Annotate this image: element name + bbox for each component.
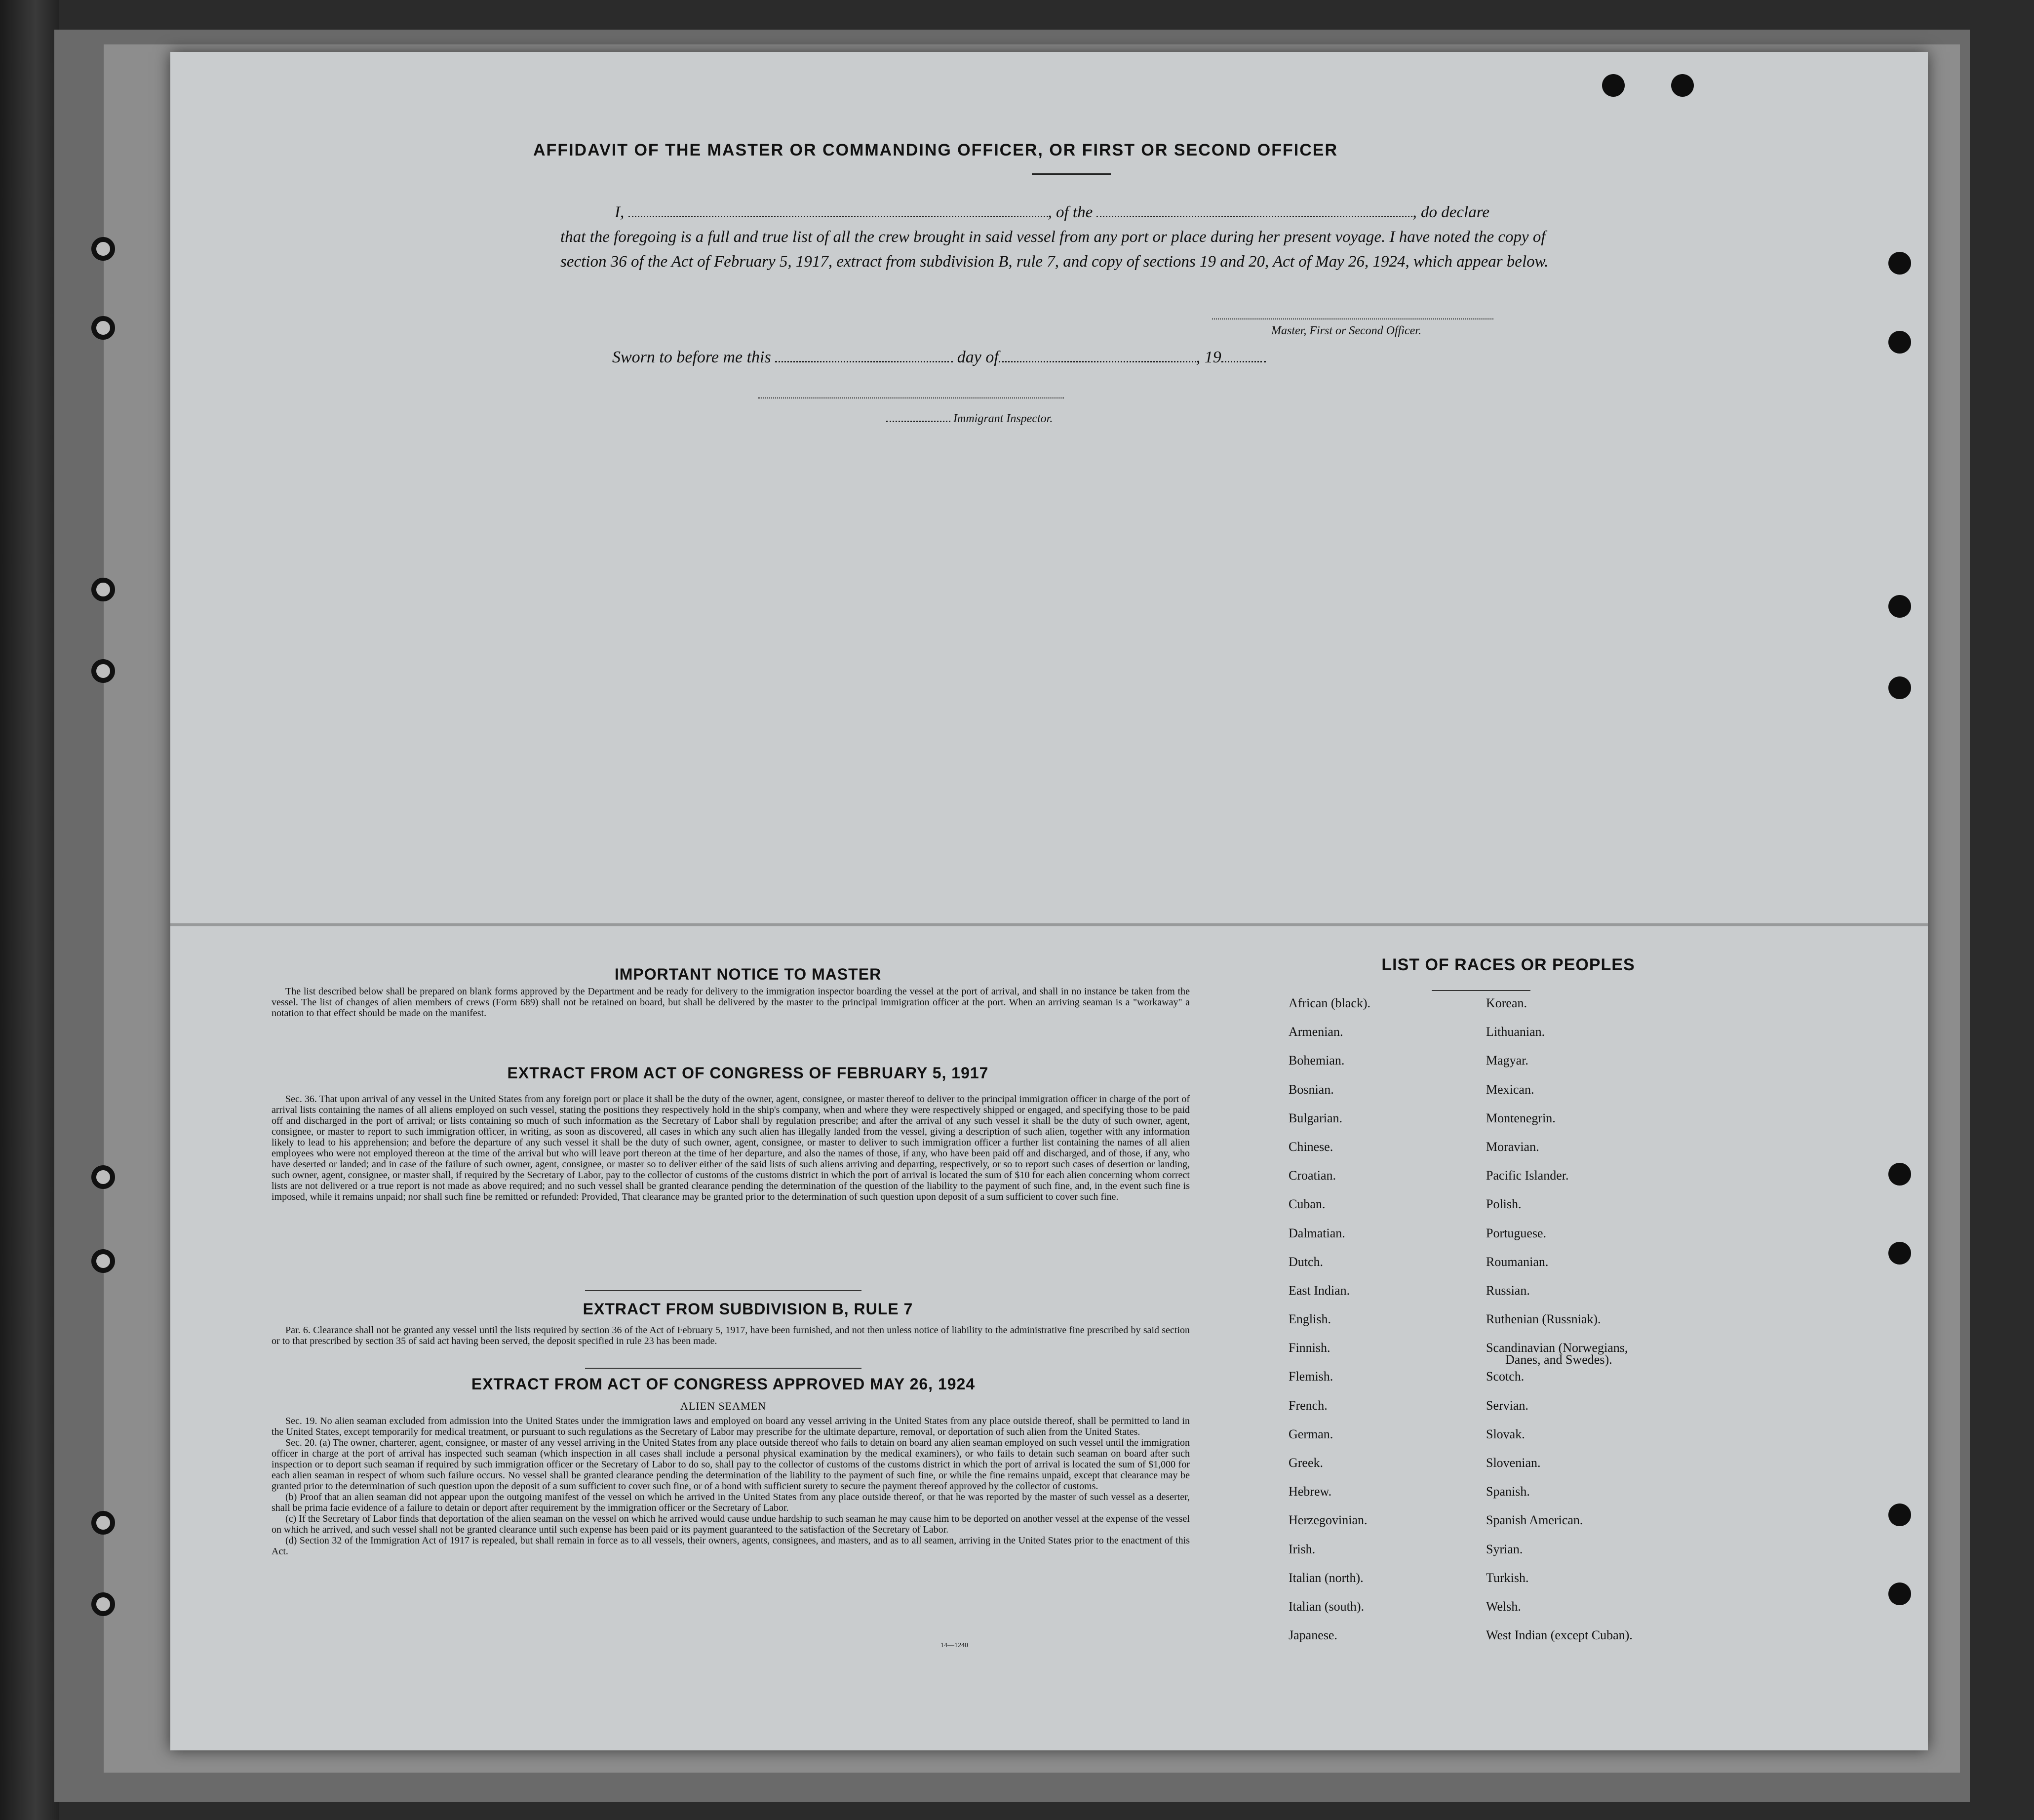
- punch-hole: [1888, 1242, 1911, 1265]
- sworn-year: , 19: [1196, 348, 1221, 366]
- sec20b-paragraph: (b) Proof that an alien seaman did not appear upon the outgoing manifest of the vessel on which he arrived in the United States from any place outside thereof, or that he was reported by the master of such vessel as a deserter, shall be prima facie evidence of a failure to detain or deport after requirement by the immigration officer or the Secretary of Labor.: [272, 1492, 1190, 1513]
- manifest-page: [170, 52, 1928, 1750]
- sworn-month-blank[interactable]: [999, 361, 1196, 362]
- races-title-rule: [1432, 990, 1530, 991]
- race-item: English.: [1289, 1312, 1331, 1327]
- binder-hole: [91, 578, 115, 601]
- race-item: Ruthenian (Russniak).: [1486, 1312, 1601, 1327]
- affidavit-of-the: , of the: [1048, 203, 1093, 221]
- binder-hole: [91, 1165, 115, 1189]
- binder-hole: [91, 659, 115, 683]
- race-item: East Indian.: [1289, 1283, 1350, 1298]
- binder-hole: [91, 1511, 115, 1535]
- punch-hole: [1602, 74, 1625, 97]
- race-item: Korean.: [1486, 996, 1527, 1010]
- race-item: Welsh.: [1486, 1599, 1521, 1614]
- affidavit-title: AFFIDAVIT OF THE MASTER OR COMMANDING OFFICER, OR FIRST OR SECOND OFFICER: [533, 141, 1338, 159]
- race-item: Magyar.: [1486, 1053, 1528, 1068]
- name-blank[interactable]: [628, 216, 1048, 217]
- race-item: West Indian (except Cuban).: [1486, 1628, 1633, 1643]
- race-item: Bulgarian.: [1289, 1110, 1343, 1125]
- race-item: Spanish American.: [1486, 1513, 1583, 1528]
- race-item: Cuban.: [1289, 1197, 1326, 1212]
- inspector-signature-line: [758, 397, 1064, 398]
- vessel-blank[interactable]: [1096, 216, 1412, 217]
- extract-1924-text: [272, 1416, 1190, 1557]
- race-item: Slovenian.: [1486, 1456, 1541, 1470]
- sec20c-paragraph: (c) If the Secretary of Labor finds that deportation of the alien seaman on the vessel on which he arrived would cause undue hardship to such seaman he may cause him to be deported on another vessel at the expense of the vessel on which he arrived, and such vessel shall not be granted clearance until such expense has been paid or its payment guaranteed to the satisfaction of the Secretary of Labor.: [272, 1513, 1190, 1535]
- binder-hole: [91, 1249, 115, 1273]
- extract-rule7-title: EXTRACT FROM SUBDIVISION B, RULE 7: [583, 1300, 913, 1318]
- notice-master-text: [272, 986, 1190, 1019]
- race-item: Armenian.: [1289, 1025, 1343, 1039]
- race-item: Dalmatian.: [1289, 1226, 1345, 1240]
- punch-hole: [1888, 252, 1911, 275]
- master-signature-line: [1212, 318, 1493, 319]
- title-rule: [1032, 173, 1111, 175]
- punch-hole: [1888, 595, 1911, 618]
- race-item: Roumanian.: [1486, 1254, 1549, 1269]
- race-item: Syrian.: [1486, 1542, 1523, 1556]
- punch-hole: [1888, 1503, 1911, 1526]
- race-item: Spanish.: [1486, 1484, 1530, 1499]
- race-item: Servian.: [1486, 1398, 1528, 1413]
- notice-master-title: IMPORTANT NOTICE TO MASTER: [614, 965, 882, 983]
- form-number: 14—1240: [940, 1642, 968, 1649]
- inspector-line: [886, 412, 1053, 426]
- sworn-year-blank[interactable]: [1221, 361, 1266, 362]
- punch-hole: [1888, 331, 1911, 354]
- race-item: Italian (south).: [1289, 1599, 1365, 1614]
- race-item: Irish.: [1289, 1542, 1316, 1556]
- section-rule: [585, 1368, 861, 1369]
- sworn-day-blank[interactable]: [775, 361, 953, 362]
- race-item: Flemish.: [1289, 1369, 1333, 1384]
- sworn-day-of: day of: [957, 348, 999, 366]
- race-item: Slovak.: [1486, 1426, 1525, 1441]
- extract-1917-paragraph: Sec. 36. That upon arrival of any vessel in the United States from any foreign port or place it shall be the duty of the owner, agent, consignee, or master thereof to deliver to the principal immigration officer in charge of the port of arrival lists containing the names of all aliens employed on such vessel, stating the positions they respectively hold in the ship's company, when and where they were respectively shipped or engaged, and specifying those to be paid off and discharged in the port of arrival; or lists containing so much of such information as the Secretary of Labor shall by regulation prescribe; and after the arrival of any such vessel it shall be the duty of such owner, agent, consignee, or master to report to such immigration officer, in writing, as soon as discovered, all cases in which any such alien has illegally landed from the vessel, giving a description of such alien, together with any information likely to lead to his apprehension; and before the departure of any such vessel it shall be the duty of such owner, agent, consignee, or master to deliver to such immigration officer a further list containing the names of all alien employees who were not employed thereon at the time of the arrival but who will leave port thereon at the time of her departure, and also the names of those, if any, who have been paid off and discharged, and of those, if any, who have deserted or landed; and in case of the failure of such owner, agent, consignee, or master so to deliver either of the said lists of such aliens arriving and departing, respectively, or so to report such cases of desertion or landing, such owner, agent, consignee, or master shall, if required by the Secretary of Labor, pay to the collector of customs of the customs district in which the port of arrival is located the sum of $10 for each alien concerning whom correct lists are not delivered or a true report is not made as above required; and no such vessel shall be granted clearance pending the determination of the question of the liability to the payment of such fine, and, in the event such fine is imposed, while it remains unpaid; nor shall such fine be remitted or refunded: Provided, That clearance may be granted prior to the determination of such question upon deposit of a sum sufficient to cover such fine.: [272, 1094, 1190, 1202]
- affidavit-text: that the foregoing is a full and true list of all the crew brought in said vessel from any port or place during her present voyage. I have noted the copy of section 36 of the Act of February 5, 1917, extract from subdivision B, rule 7, and copy of sections 19 and 20, Act of May 26, 1924, which appear below.: [560, 228, 1549, 271]
- master-label: Master, First or Second Officer.: [1271, 324, 1421, 337]
- inspector-blank[interactable]: [886, 421, 950, 422]
- race-item: Chinese.: [1289, 1139, 1333, 1154]
- race-item: Hebrew.: [1289, 1484, 1332, 1499]
- race-item: Bosnian.: [1289, 1082, 1334, 1097]
- races-left-column: [1289, 997, 1370, 1658]
- race-item: Scotch.: [1486, 1369, 1525, 1384]
- race-item: Polish.: [1486, 1197, 1522, 1212]
- extract-rule7-paragraph: Par. 6. Clearance shall not be granted any vessel until the lists required by section 36 of the Act of February 5, 1917, have been furnished, and not then unless notice of liability to the administrative fine prescribed by said section or to that prescribed by section 35 of said act having been served, the deposit specified in rule 23 has been made.: [272, 1325, 1190, 1346]
- sec19-paragraph: Sec. 19. No alien seaman excluded from admission into the United States under the immigration laws and employed on board any vessel arriving in the United States from any place outside thereof, shall be permitted to land in the United States, except temporarily for medical treatment, or pursuant to such regulations as the Secretary of Labor may prescribe for the ultimate departure, removal, or deportation of such alien from the United States.: [272, 1416, 1190, 1437]
- race-item: Scandinavian (Norwegians, Danes, and Swedes).: [1486, 1341, 1628, 1367]
- punch-hole: [1888, 1583, 1911, 1605]
- affidavit-declare: , do declare: [1412, 203, 1489, 221]
- binder-hole: [91, 316, 115, 340]
- race-item: Japanese.: [1289, 1628, 1337, 1643]
- extract-1917-title: EXTRACT FROM ACT OF CONGRESS OF FEBRUARY 5, 1917: [507, 1064, 989, 1082]
- race-item: Mexican.: [1486, 1082, 1534, 1097]
- race-item: Pacific Islander.: [1486, 1168, 1569, 1183]
- races-right-column: [1486, 997, 1633, 1658]
- sec20d-paragraph: (d) Section 32 of the Immigration Act of 1917 is repealed, but shall remain in force as to all vessels, their owners, agents, consignees, and masters, and as to all seamen, arriving in the United States prior to the enactment of this Act.: [272, 1535, 1190, 1557]
- race-item: Finnish.: [1289, 1341, 1330, 1355]
- punch-hole: [1671, 74, 1694, 97]
- race-item: Montenegrin.: [1486, 1110, 1556, 1125]
- race-item: African (black).: [1289, 996, 1371, 1010]
- race-item: Dutch.: [1289, 1254, 1324, 1269]
- affidavit-i: I,: [615, 203, 625, 221]
- race-item: Moravian.: [1486, 1139, 1539, 1154]
- race-item: Croatian.: [1289, 1168, 1336, 1183]
- page-fold: [170, 923, 1928, 926]
- sworn-line: [612, 348, 1266, 367]
- races-title: LIST OF RACES OR PEOPLES: [1381, 955, 1635, 974]
- sworn-prefix: Sworn to before me this: [612, 348, 771, 366]
- affidavit-line-1: [560, 200, 1577, 225]
- race-item: Russian.: [1486, 1283, 1530, 1298]
- race-item: French.: [1289, 1398, 1328, 1413]
- punch-hole: [1888, 1163, 1911, 1186]
- binder-hole: [91, 1592, 115, 1616]
- affidavit-body: [560, 200, 1577, 274]
- race-item: Turkish.: [1486, 1570, 1529, 1585]
- race-item: Bohemian.: [1289, 1053, 1345, 1068]
- race-item: Portuguese.: [1486, 1226, 1547, 1240]
- inspector-label: Immigrant Inspector.: [953, 412, 1053, 425]
- extract-1917-text: [272, 1094, 1190, 1202]
- binder-edge: [0, 0, 59, 1820]
- notice-master-paragraph: The list described below shall be prepared on blank forms approved by the Department and be ready for delivery to the immigration inspector boarding the vessel at the port of arrival, and shall in no instance be taken from the vessel. The list of changes of alien members of crews (Form 689) shall not be retained on board, but shall be delivered by the master to the principal immigration officer at the port. When an arriving seaman is a "workaway" a notation to that effect should be made on the manifest.: [272, 986, 1190, 1019]
- section-rule: [585, 1290, 861, 1291]
- race-item: Italian (north).: [1289, 1570, 1364, 1585]
- race-item: Greek.: [1289, 1456, 1324, 1470]
- alien-seamen-heading: ALIEN SEAMEN: [680, 1400, 766, 1412]
- extract-rule7-text: [272, 1325, 1190, 1346]
- race-item: Herzegovinian.: [1289, 1513, 1368, 1528]
- binder-hole: [91, 237, 115, 261]
- punch-hole: [1888, 676, 1911, 699]
- race-item: German.: [1289, 1426, 1333, 1441]
- race-item: Lithuanian.: [1486, 1025, 1545, 1039]
- extract-1924-title: EXTRACT FROM ACT OF CONGRESS APPROVED MAY 26, 1924: [471, 1375, 976, 1393]
- sec20a-paragraph: Sec. 20. (a) The owner, charterer, agent, consignee, or master of any vessel arriving in the United States from any place outside thereof who fails to detain on board any alien seaman employed on such vessel until the immigration officer in charge at the port of arrival has inspected such seaman (which inspection in all cases shall include a personal physical examination by the medical examiners), or who fails to detain such seaman on board after such inspection or to deport such seaman if required by such immigration officer or the Secretary of Labor to do so, shall pay to the collector of customs of the customs district in which the port of arrival is located the sum of $1,000 for each alien seaman in respect of whom such failure occurs. No vessel shall be granted clearance pending the determination of the liability to the payment of such fine, or while the fine remains unpaid, except that clearance may be granted prior to the determination of such question upon the deposit of a sum sufficient to cover such fine, or of a bond with sufficient surety to secure the payment thereof approved by the collector of customs.: [272, 1437, 1190, 1492]
